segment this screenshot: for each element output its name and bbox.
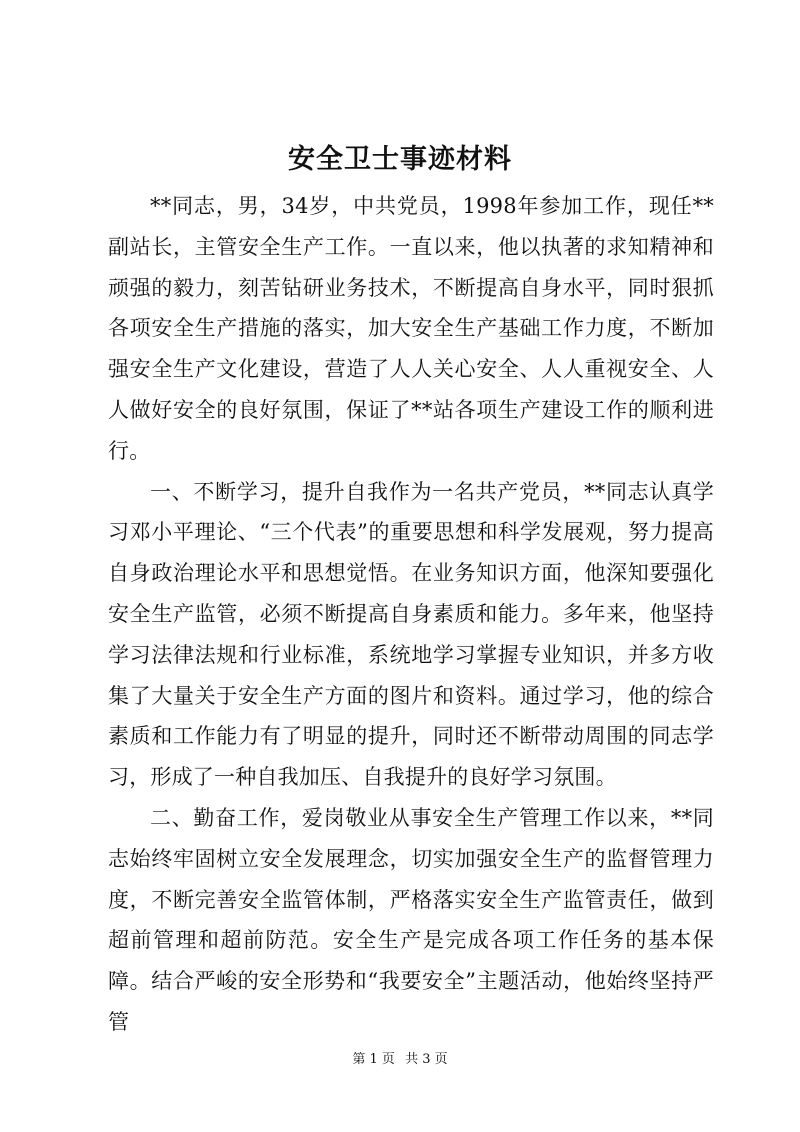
paragraph-intro: **同志，男，34岁，中共党员，1998年参加工作，现任**副站长，主管安全生产工作。一直以来，他以执著的求知精神和顽强的毅力，刻苦钻研业务技术，不断提高自身水平，同时狠抓各项安全生产措施的落实，加大安全生产基础工作力度，不断加强安全生产文化建设，营造了人人关心安全、人人重视安全、人人做好安全的良好氛围，保证了**站各项生产建设工作的顺利进行。	[108, 194, 714, 463]
page-footer	[0, 1050, 800, 1070]
paragraph-section-1: 一、不断学习，提升自我作为一名共产党员，**同志认真学习邓小平理论、“三个代表”的重要思想和科学发展观，努力提高自身政治理论水平和思想觉悟。在业务知识方面，他深知要强化安全生产监管，必须不断提高自身素质和能力。多年来，他坚持学习法律法规和行业标准，系统地学习掌握专业知识，并多方收集了大量关于安全生产方面的图片和资料。通过学习，他的综合素质和工作能力有了明显的提升，同时还不断带动周围的同志学习，形成了一种自我加压、自我提升的良好学习氛围。	[108, 479, 714, 790]
page-total: 共 3 页	[405, 1052, 448, 1067]
document-body	[108, 186, 714, 1043]
document-title: 安全卫士事迹材料	[288, 144, 512, 175]
paragraph-section-2: 二、勤奋工作，爱岗敬业从事安全生产管理工作以来，**同志始终牢固树立安全发展理念，切实加强安全生产的监督管理力度，不断完善安全监管体制，严格落实安全生产监管责任，做到超前管理和超前防范。安全生产是完成各项工作任务的基本保障。结合严峻的安全形势和“我要安全”主题活动，他始终坚持严管	[108, 805, 714, 1034]
page-number: 第 1 页	[352, 1052, 395, 1067]
